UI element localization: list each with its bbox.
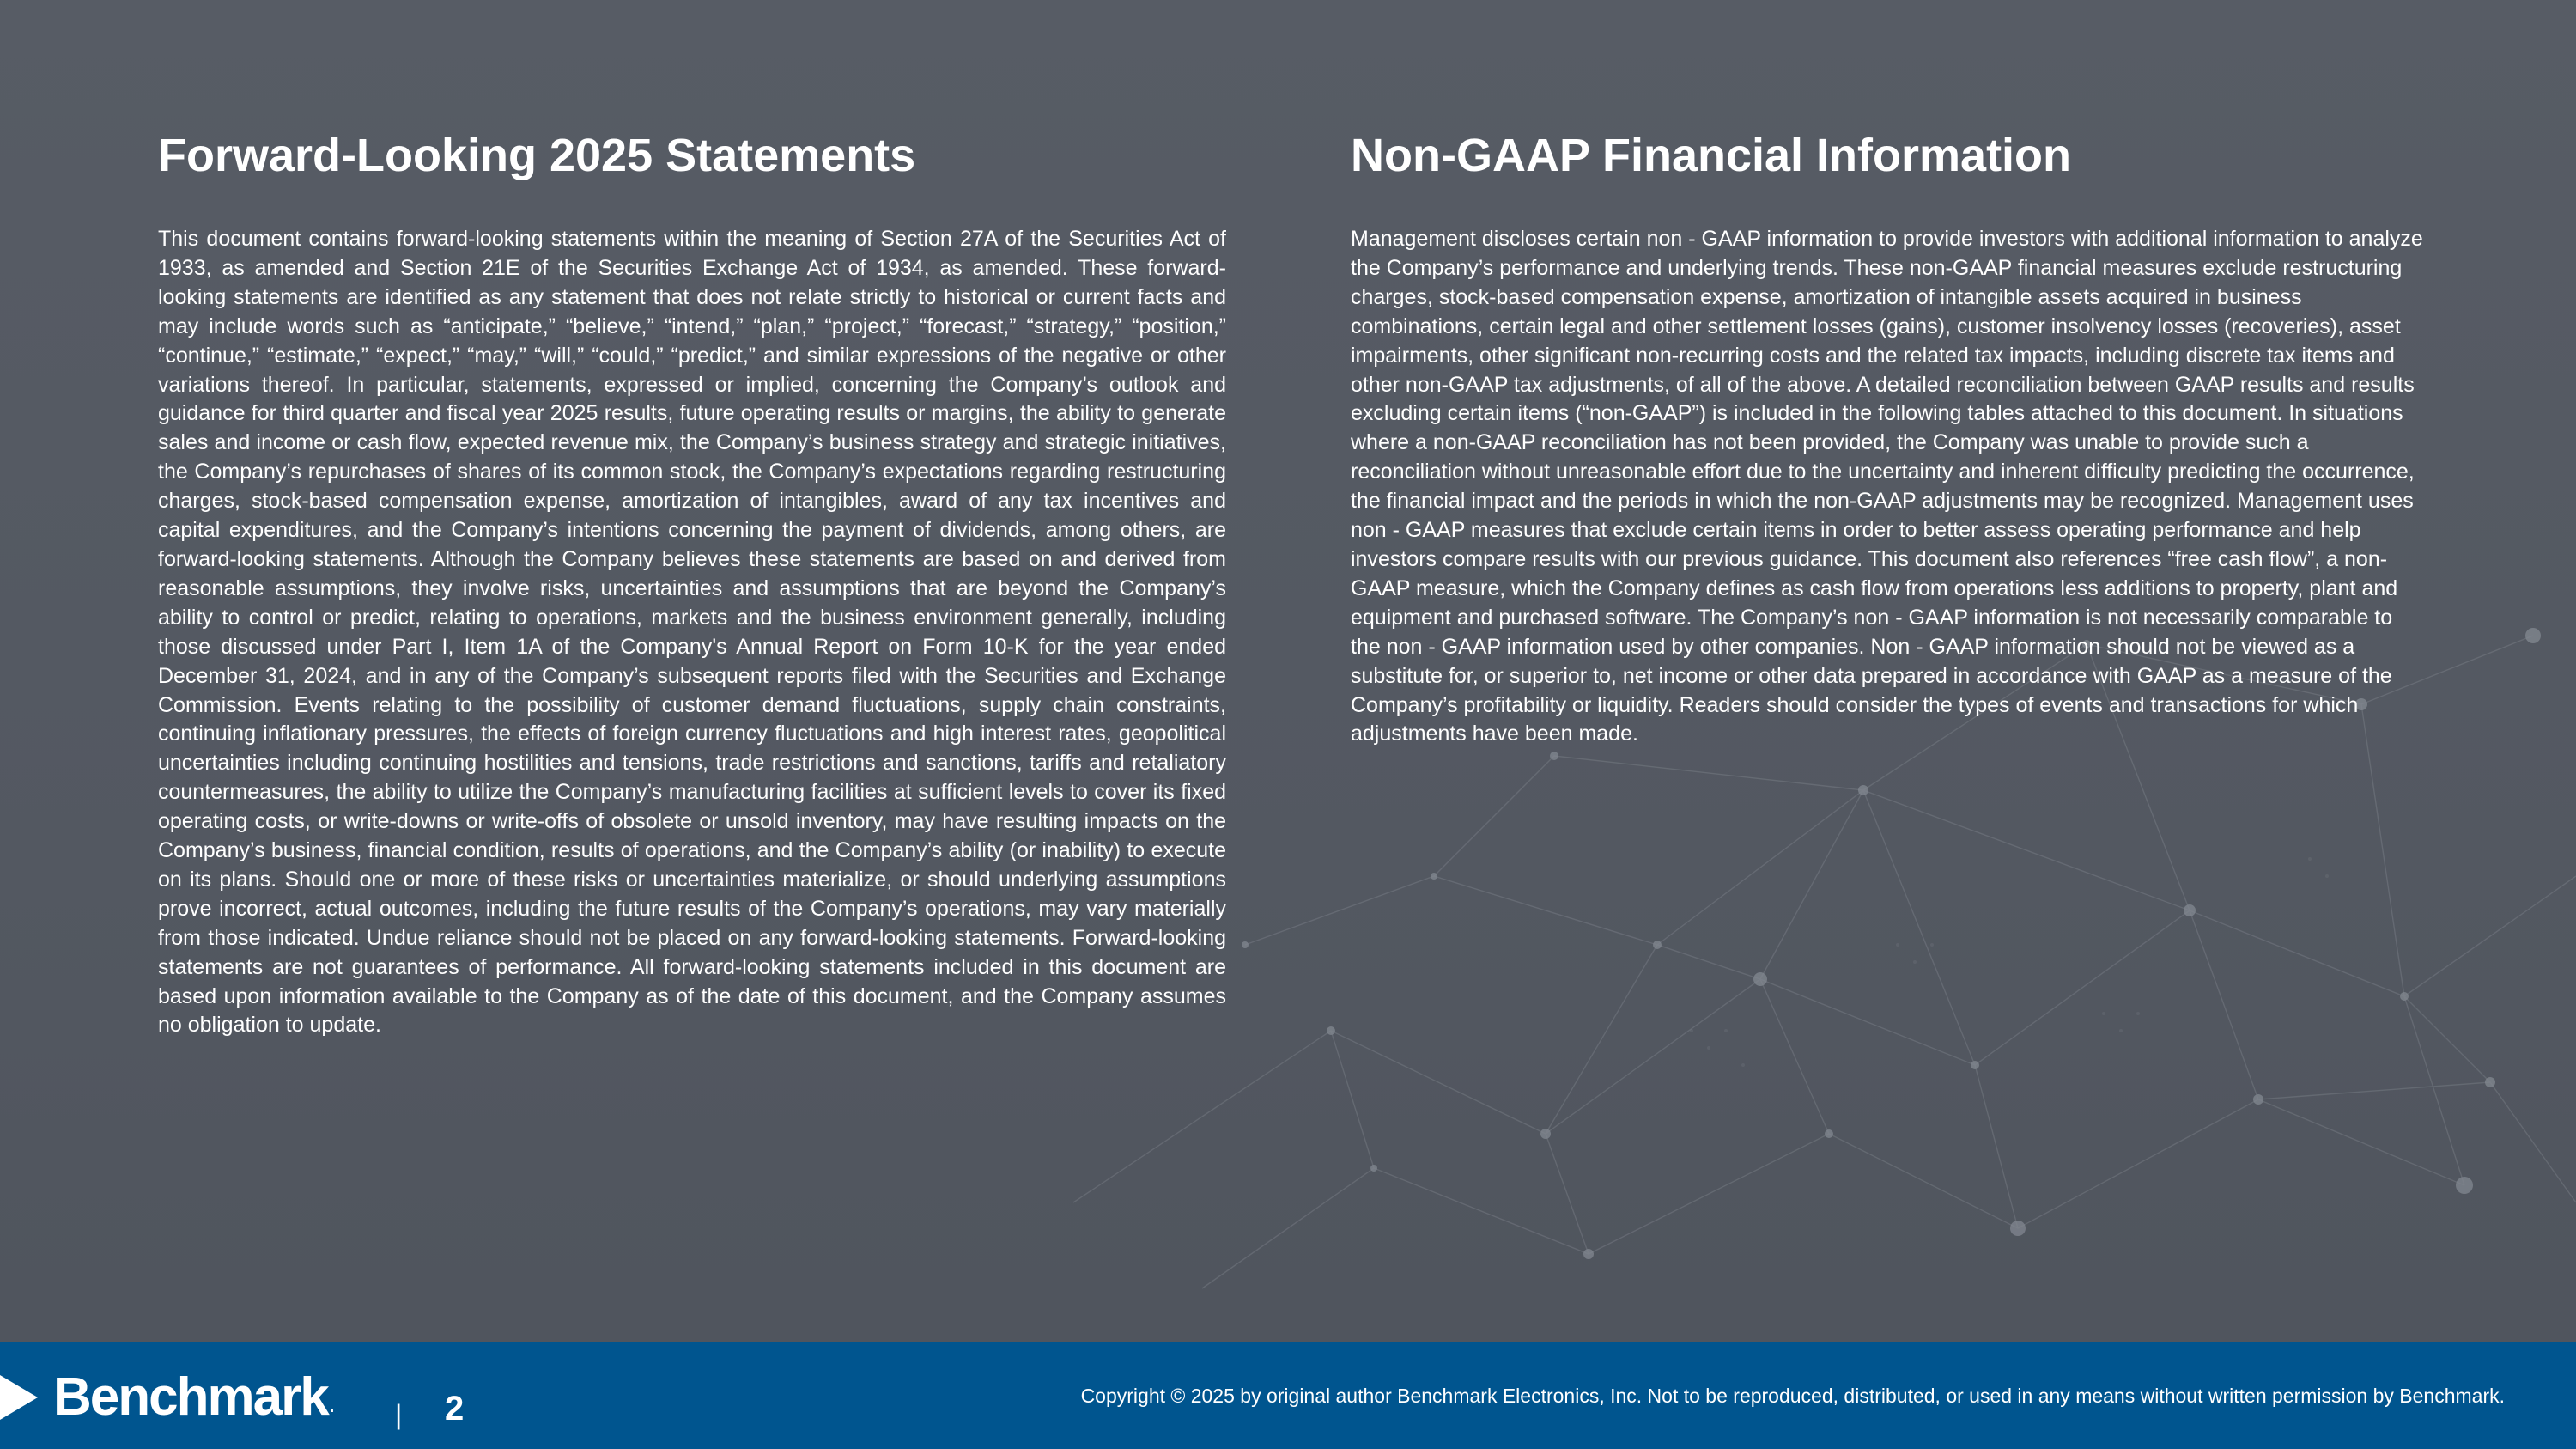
footer-bar — [0, 1342, 2576, 1449]
copyright-notice: Copyright © 2025 by original author Benchmark Electronics, Inc. Not to be reproduced, distributed, or used in any means without written permission by Benchmark. — [1080, 1385, 2505, 1407]
benchmark-logo — [0, 1367, 334, 1428]
forward-looking-body: This document contains forward-looking statements within the meaning of Section 27A of the Securities Act of 1933, as amended and Section 21E of the Securities Exchange Act of 1934, as amended. These forward-looking statements are identified as any statement that does not relate strictly to historical or current facts and may include words such as “anticipate,” “believe,” “intend,” “plan,” “project,” “forecast,” “strategy,” “position,” “continue,” “estimate,” “expect,” “may,” “will,” “could,” “predict,” and similar expressions of the negative or other variations thereof. In particular, statements, expressed or implied, concerning the Company’s outlook and guidance for third quarter and fiscal year 2025 results, future operating results or margins, the ability to generate sales and income or cash flow, expected revenue mix, the Company’s business strategy and strategic initiatives, the Company’s repurchases of shares of its common stock, the Company’s expectations regarding restructuring charges, stock-based compensation expense, amortization of intangibles, award of any tax incentives and capital expenditures, and the Company’s intentions concerning the payment of dividends, among others, are forward-looking statements. Although the Company believes these statements are based on and derived from reasonable assumptions, they involve risks, uncertainties and assumptions that are beyond the Company’s ability to control or predict, relating to operations, markets and the business environment generally, including those discussed under Part I, Item 1A of the Company's Annual Report on Form 10-K for the year ended December 31, 2024, and in any of the Company’s subsequent reports filed with the Securities and Exchange Commission. Events relating to the possibility of customer demand fluctuations, supply chain constraints, continuing inflationary pressures, the effects of foreign currency fluctuations and high interest rates, geopolitical uncertainties including continuing hostilities and tensions, trade restrictions and sanctions, tariffs and retaliatory countermeasures, the ability to utilize the Company’s manufacturing facilities at sufficient levels to cover its fixed operating costs, or write-downs or write-offs of obsolete or unsold inventory, may have resulting impacts on the Company’s business, financial condition, results of operations, and the Company’s ability (or inability) to execute on its plans. Should one or more of these risks or uncertainties materialize, or should underlying assumptions prove incorrect, actual outcomes, including the future results of the Company’s operations, may vary materially from those indicated. Undue reliance should not be placed on any forward-looking statements. Forward-looking statements are not guarantees of performance. All forward-looking statements included in this document are based upon information available to the Company as of the date of this document, and the Company assumes no obligation to update. — [158, 227, 1226, 1038]
non-gaap-heading: Non-GAAP Financial Information — [1351, 130, 2072, 181]
non-gaap-body: Management discloses certain non - GAAP information to provide investors with additional information to analyze the Company’s performance and underlying trends. These non-GAAP financial measures exclude restructuring charges, stock-based compensation expense, amortization of intangible assets acquired in business combinations, certain legal and other settlement losses (gains), customer insolvency losses (recoveries), asset impairments, other significant non-recurring costs and the related tax impacts, including discrete tax items and other non-GAAP tax adjustments, of all of the above. A detailed reconciliation between GAAP results and results excluding certain items (“non-GAAP”) is included in the following tables attached to this document. In situations where a non-GAAP reconciliation has not been provided, the Company was unable to provide such a reconciliation without unreasonable effort due to the uncertainty and inherent difficulty predicting the occurrence, the financial impact and the periods in which the non-GAAP adjustments may be recognized. Management uses non - GAAP measures that exclude certain items in order to better assess operating performance and help investors compare results with our previous guidance. This document also references “free cash flow”, a non-GAAP measure, which the Company defines as cash flow from operations less additions to property, plant and equipment and purchased software. The Company’s non - GAAP information is not necessarily comparable to the non - GAAP information used by other companies. Non - GAAP information should not be viewed as a substitute for, or superior to, net income or other data prepared in accordance with GAAP as a measure of the Company’s profitability or liquidity. Readers should consider the types of events and transactions for which adjustments have been made. — [1351, 227, 2423, 746]
benchmark-arrow-logo-icon — [0, 1375, 38, 1420]
footer-divider: | — [395, 1399, 403, 1430]
logo-dot: . — [329, 1397, 335, 1416]
page-number: 2 — [445, 1390, 465, 1428]
forward-looking-heading: Forward-Looking 2025 Statements — [158, 130, 916, 181]
logo-wordmark: Benchmark — [53, 1367, 328, 1427]
